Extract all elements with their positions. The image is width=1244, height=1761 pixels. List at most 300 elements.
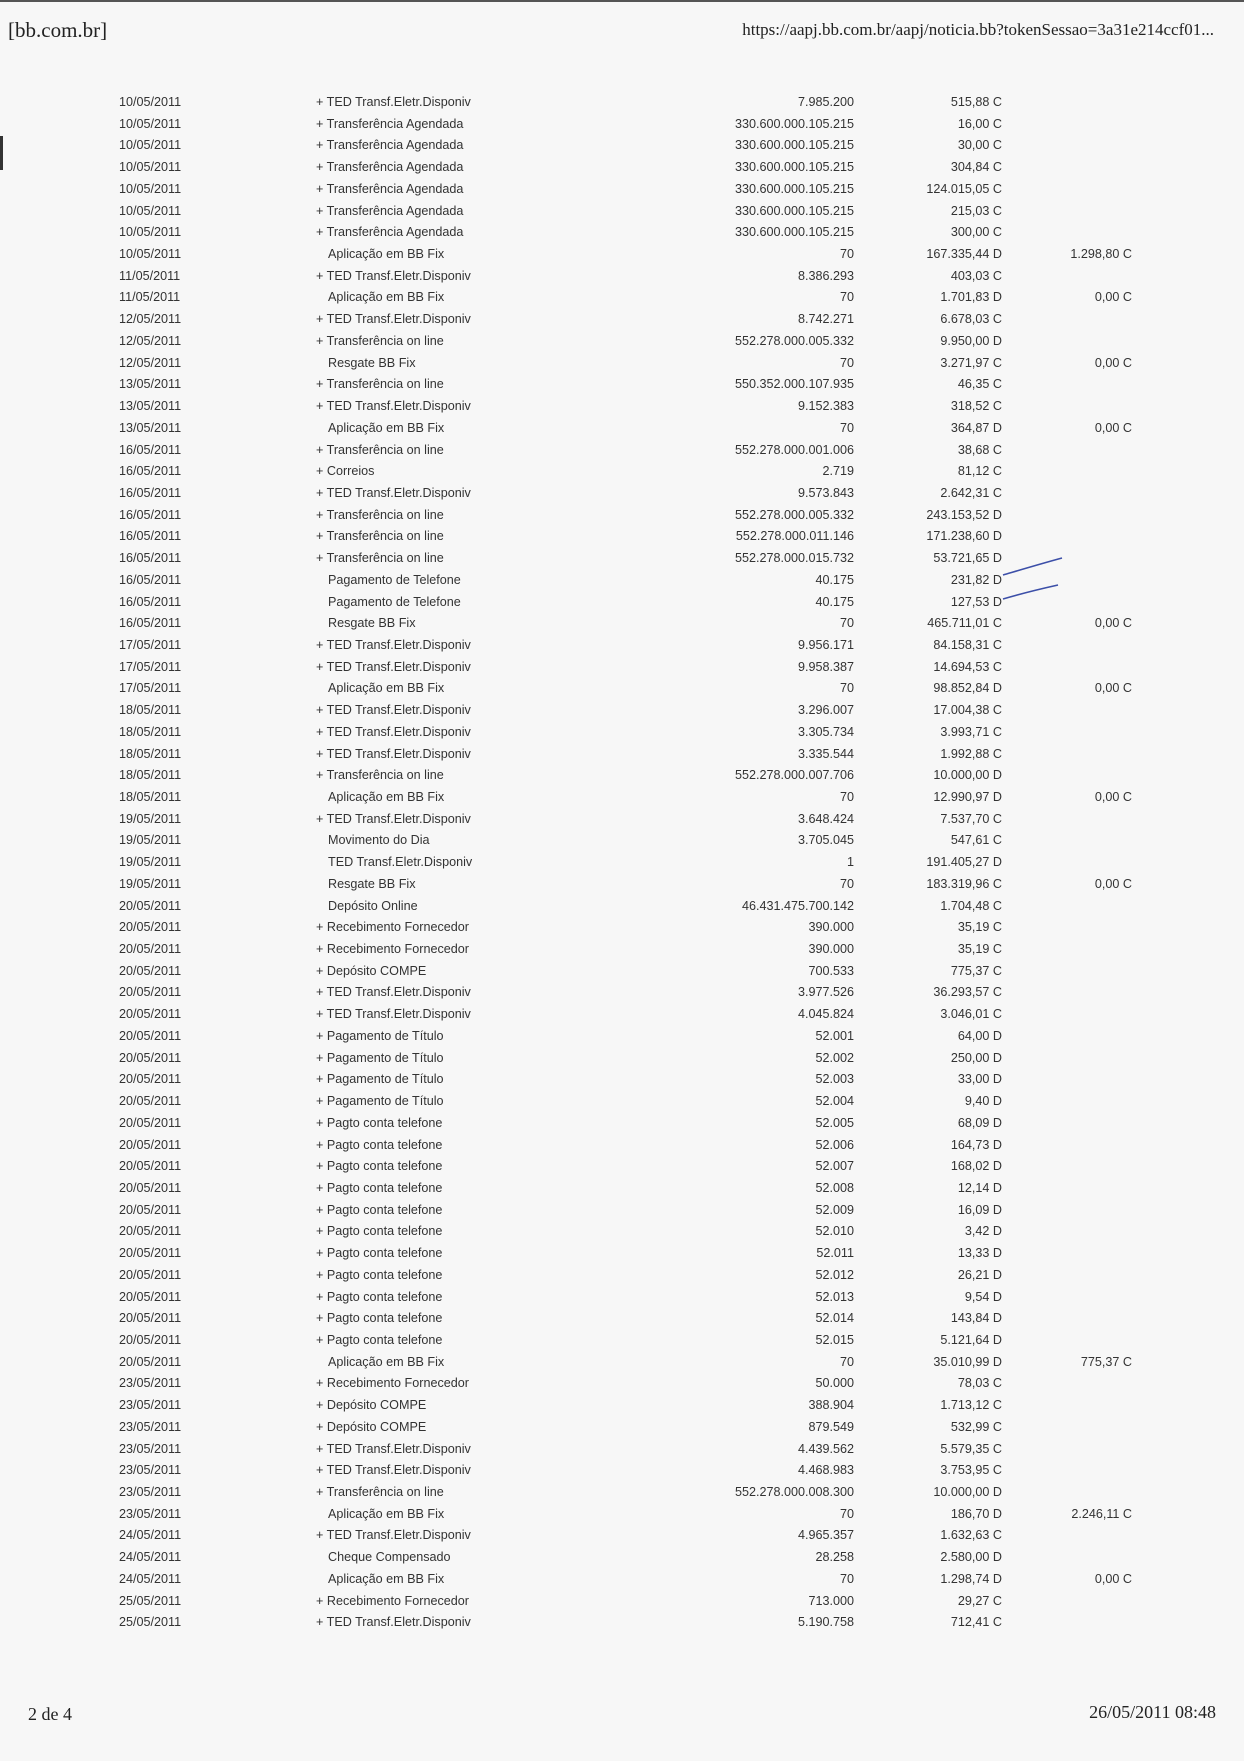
table-row <box>0 941 1244 963</box>
row-value: 84.158,31 C <box>933 637 1002 652</box>
row-description: + Transferência Agendada <box>316 138 464 153</box>
row-document: 330.600.000.105.215 <box>734 225 854 240</box>
row-document: 7.985.200 <box>797 95 854 109</box>
row-value: 16,09 D <box>957 1202 1002 1217</box>
row-date: 16/05/2011 <box>119 507 182 522</box>
row-date: 19/05/2011 <box>119 811 182 826</box>
row-date: 23/05/2011 <box>119 1376 182 1391</box>
table-row <box>0 1093 1244 1115</box>
table-row <box>0 1527 1244 1549</box>
row-document: 52.011 <box>816 1246 854 1261</box>
row-document: 1 <box>846 855 854 870</box>
row-date: 10/05/2011 <box>119 181 182 196</box>
table-row <box>0 1245 1244 1267</box>
row-value: 35,19 C <box>957 942 1002 957</box>
row-description: + TED Transf.Eletr.Disponiv <box>316 1463 471 1478</box>
row-date: 18/05/2011 <box>119 703 182 718</box>
table-row <box>0 1050 1244 1072</box>
row-document: 40.175 <box>815 594 854 609</box>
site-header: [bb.com.br] <box>8 18 108 42</box>
row-value: 53.721,65 D <box>933 551 1002 566</box>
row-value: 68,09 D <box>957 1115 1002 1130</box>
row-description: Movimento do Dia <box>328 833 430 848</box>
table-row <box>0 1267 1244 1289</box>
table-row <box>0 355 1244 377</box>
row-document: 52.002 <box>815 1050 854 1065</box>
row-value: 29,27 C <box>957 1593 1002 1608</box>
print-datetime: 26/05/2011 08:48 <box>1089 1702 1216 1722</box>
row-date: 19/05/2011 <box>119 876 182 891</box>
row-date: 20/05/2011 <box>119 1267 182 1282</box>
row-document: 3.296.007 <box>797 703 854 718</box>
table-row <box>0 1115 1244 1137</box>
table-row <box>0 680 1244 702</box>
row-document: 70 <box>839 1571 854 1586</box>
row-date: 16/05/2011 <box>119 616 182 631</box>
row-balance: 2.246,11 C <box>1071 1506 1132 1521</box>
row-date: 25/05/2011 <box>119 1615 182 1630</box>
row-date: 20/05/2011 <box>119 1332 182 1347</box>
table-row <box>0 1354 1244 1376</box>
row-balance: 1.298,80 C <box>1070 247 1132 262</box>
row-value: 5.121,64 D <box>940 1332 1002 1347</box>
row-value: 46,35 C <box>957 377 1002 392</box>
row-description: Aplicação em BB Fix <box>328 247 445 262</box>
row-date: 20/05/2011 <box>119 898 182 913</box>
table-row <box>0 116 1244 138</box>
table-row <box>0 1549 1244 1571</box>
row-description: + Transferência on line <box>316 442 444 457</box>
row-date: 20/05/2011 <box>119 1159 182 1174</box>
row-value: 712,41 C <box>950 1615 1002 1630</box>
row-value: 1.298,74 D <box>940 1571 1002 1586</box>
row-description: + Transferência Agendada <box>316 225 464 240</box>
row-value: 243.153,52 D <box>926 507 1002 522</box>
row-document: 50.000 <box>815 1376 854 1391</box>
table-row <box>0 203 1244 225</box>
row-document: 713.000 <box>808 1593 854 1608</box>
row-value: 30,00 C <box>957 138 1002 153</box>
row-document: 552.278.000.005.332 <box>734 507 854 522</box>
row-value: 168,02 D <box>950 1159 1002 1174</box>
row-date: 23/05/2011 <box>119 1441 182 1456</box>
row-description: + Depósito COMPE <box>316 1398 427 1413</box>
table-row <box>0 289 1244 311</box>
row-document: 52.013 <box>815 1289 854 1304</box>
row-document: 9.573.843 <box>797 485 854 500</box>
row-balance: 0,00 C <box>1094 790 1132 804</box>
row-date: 20/05/2011 <box>119 942 182 957</box>
row-date: 17/05/2011 <box>119 659 182 674</box>
row-balance: 0,00 C <box>1094 290 1132 305</box>
table-row <box>0 1484 1244 1506</box>
row-document: 552.278.000.015.732 <box>734 551 854 566</box>
row-description: Pagamento de Telefone <box>328 572 461 587</box>
row-document: 70 <box>839 876 854 891</box>
row-document: 550.352.000.107.935 <box>734 377 854 392</box>
row-document: 390.000 <box>808 942 854 957</box>
table-row <box>0 181 1244 203</box>
table-row <box>0 854 1244 876</box>
row-description: + Transferência Agendada <box>316 181 464 196</box>
table-row <box>0 1614 1244 1636</box>
row-date: 20/05/2011 <box>119 1007 182 1022</box>
row-date: 16/05/2011 <box>119 594 182 609</box>
row-date: 20/05/2011 <box>119 1354 182 1369</box>
row-balance: 0,00 C <box>1094 1571 1132 1586</box>
row-date: 13/05/2011 <box>119 377 182 392</box>
row-description: + Transferência on line <box>316 1485 444 1499</box>
table-row <box>0 1397 1244 1419</box>
row-description: + TED Transf.Eletr.Disponiv <box>316 637 471 652</box>
row-date: 23/05/2011 <box>119 1485 182 1499</box>
row-value: 1.992,88 C <box>940 746 1002 761</box>
row-description: + Recebimento Fornecedor <box>316 942 469 957</box>
row-description: + Pagto conta telefone <box>316 1289 443 1304</box>
row-value: 35,19 C <box>957 920 1002 935</box>
table-row <box>0 1137 1244 1159</box>
row-description: Cheque Compensado <box>328 1550 451 1565</box>
row-value: 17.004,38 C <box>933 703 1002 718</box>
row-description: Aplicação em BB Fix <box>328 681 445 696</box>
row-date: 20/05/2011 <box>119 1050 182 1065</box>
row-description: Aplicação em BB Fix <box>328 290 445 305</box>
row-date: 17/05/2011 <box>119 681 182 696</box>
row-description: + Transferência Agendada <box>316 160 464 175</box>
row-date: 20/05/2011 <box>119 1311 182 1326</box>
row-date: 20/05/2011 <box>119 985 182 1000</box>
row-value: 35.010,99 D <box>933 1354 1002 1369</box>
row-description: + Pagamento de Título <box>316 1094 444 1109</box>
row-document: 3.305.734 <box>797 724 854 739</box>
row-balance: 775,37 C <box>1080 1354 1132 1369</box>
row-value: 250,00 D <box>950 1050 1002 1065</box>
row-value: 164,73 D <box>950 1137 1002 1152</box>
table-row <box>0 1419 1244 1441</box>
row-description: Aplicação em BB Fix <box>328 420 445 435</box>
row-value: 547,61 C <box>950 833 1002 848</box>
row-description: + TED Transf.Eletr.Disponiv <box>316 399 471 414</box>
row-value: 10.000,00 D <box>933 1485 1002 1499</box>
row-document: 52.014 <box>815 1311 854 1326</box>
row-date: 23/05/2011 <box>119 1463 182 1478</box>
table-row <box>0 963 1244 985</box>
row-document: 4.045.824 <box>797 1007 854 1022</box>
row-value: 9.950,00 D <box>940 333 1002 348</box>
row-document: 52.003 <box>815 1072 854 1087</box>
row-date: 11/05/2011 <box>119 268 181 283</box>
table-row <box>0 746 1244 768</box>
row-description: Depósito Online <box>328 898 418 913</box>
row-value: 167.335,44 D <box>926 247 1002 262</box>
row-document: 9.152.383 <box>797 399 854 414</box>
row-value: 1.704,48 C <box>940 898 1002 913</box>
row-document: 388.904 <box>808 1398 854 1413</box>
row-description: + TED Transf.Eletr.Disponiv <box>316 985 471 1000</box>
row-value: 465.711,01 C <box>927 616 1002 631</box>
row-document: 2.719 <box>822 464 854 479</box>
row-description: + Transferência on line <box>316 333 444 348</box>
row-document: 4.439.562 <box>797 1441 854 1456</box>
row-date: 20/05/2011 <box>119 1028 182 1043</box>
row-description: + Correios <box>316 464 375 479</box>
table-row <box>0 1071 1244 1093</box>
row-date: 16/05/2011 <box>119 442 182 457</box>
row-description: + TED Transf.Eletr.Disponiv <box>316 659 471 674</box>
table-row <box>0 1028 1244 1050</box>
row-value: 14.694,53 C <box>933 659 1002 674</box>
table-row <box>0 224 1244 246</box>
table-row <box>0 1310 1244 1332</box>
row-document: 52.005 <box>815 1115 854 1130</box>
row-description: + Transferência on line <box>316 529 444 544</box>
row-description: + TED Transf.Eletr.Disponiv <box>316 485 471 500</box>
row-value: 403,03 C <box>950 268 1002 283</box>
row-document: 52.001 <box>815 1028 854 1043</box>
row-date: 10/05/2011 <box>119 225 182 240</box>
row-value: 10.000,00 D <box>933 768 1002 783</box>
row-date: 10/05/2011 <box>119 160 182 175</box>
row-value: 2.580,00 D <box>940 1550 1002 1565</box>
row-date: 20/05/2011 <box>119 1180 182 1195</box>
row-value: 3.046,01 C <box>940 1007 1002 1022</box>
row-balance: 0,00 C <box>1094 355 1132 370</box>
row-description: + Transferência Agendada <box>316 116 464 131</box>
row-document: 552.278.000.011.146 <box>735 529 854 544</box>
row-value: 81,12 C <box>957 464 1002 479</box>
row-document: 879.549 <box>808 1419 854 1434</box>
row-document: 330.600.000.105.215 <box>734 181 854 196</box>
table-row <box>0 1223 1244 1245</box>
row-date: 18/05/2011 <box>119 790 182 804</box>
row-description: + TED Transf.Eletr.Disponiv <box>316 95 471 109</box>
row-date: 18/05/2011 <box>119 724 182 739</box>
table-row <box>0 898 1244 920</box>
row-document: 52.007 <box>815 1159 854 1174</box>
row-date: 16/05/2011 <box>119 529 182 544</box>
row-document: 70 <box>839 616 854 631</box>
row-date: 16/05/2011 <box>119 464 182 479</box>
row-description: + TED Transf.Eletr.Disponiv <box>316 1441 471 1456</box>
table-row <box>0 919 1244 941</box>
row-value: 231,82 D <box>950 572 1002 587</box>
row-document: 70 <box>839 290 854 305</box>
table-row <box>0 376 1244 398</box>
table-row <box>0 268 1244 290</box>
table-row <box>0 507 1244 529</box>
table-row <box>0 311 1244 333</box>
row-date: 20/05/2011 <box>119 1115 182 1130</box>
row-date: 20/05/2011 <box>119 1246 182 1261</box>
row-description: Aplicação em BB Fix <box>328 1506 445 1521</box>
row-value: 300,00 C <box>950 225 1002 240</box>
row-date: 24/05/2011 <box>119 1571 182 1586</box>
table-row <box>0 1332 1244 1354</box>
row-value: 3.993,71 C <box>940 724 1002 739</box>
row-description: + Pagto conta telefone <box>316 1137 443 1152</box>
table-row <box>0 767 1244 789</box>
table-row <box>0 659 1244 681</box>
row-document: 52.008 <box>815 1180 854 1195</box>
row-value: 26,21 D <box>957 1267 1002 1282</box>
table-row <box>0 1441 1244 1463</box>
row-document: 28.258 <box>815 1550 854 1565</box>
row-description: + Pagto conta telefone <box>316 1159 443 1174</box>
row-description: Resgate BB Fix <box>328 355 416 370</box>
row-document: 52.010 <box>815 1224 854 1239</box>
row-description: + Pagto conta telefone <box>316 1332 443 1347</box>
row-description: + Pagamento de Título <box>316 1050 444 1065</box>
row-document: 4.965.357 <box>797 1528 854 1543</box>
table-row <box>0 159 1244 181</box>
table-row <box>0 724 1244 746</box>
row-description: Aplicação em BB Fix <box>328 1571 445 1586</box>
table-row <box>0 528 1244 550</box>
row-description: Aplicação em BB Fix <box>328 790 445 804</box>
row-date: 20/05/2011 <box>119 1224 182 1239</box>
row-date: 16/05/2011 <box>119 572 182 587</box>
row-description: + Pagto conta telefone <box>316 1246 443 1261</box>
row-description: + Transferência on line <box>316 768 444 783</box>
row-document: 5.190.758 <box>797 1615 854 1630</box>
row-document: 70 <box>839 681 854 696</box>
table-row <box>0 876 1244 898</box>
row-description: + Pagto conta telefone <box>316 1202 443 1217</box>
table-row <box>0 637 1244 659</box>
row-document: 52.004 <box>815 1094 854 1109</box>
row-value: 127,53 D <box>950 594 1002 609</box>
row-document: 3.705.045 <box>797 833 854 848</box>
table-row <box>0 137 1244 159</box>
table-row <box>0 1158 1244 1180</box>
row-date: 23/05/2011 <box>119 1398 182 1413</box>
row-value: 215,03 C <box>950 203 1002 218</box>
row-document: 4.468.983 <box>797 1463 854 1478</box>
row-date: 10/05/2011 <box>119 95 182 109</box>
row-document: 70 <box>839 790 854 804</box>
row-date: 10/05/2011 <box>119 138 182 153</box>
table-row <box>0 94 1244 116</box>
row-date: 20/05/2011 <box>119 1072 182 1087</box>
row-document: 330.600.000.105.215 <box>734 116 854 131</box>
table-row <box>0 246 1244 268</box>
row-value: 1.632,63 C <box>940 1528 1002 1543</box>
row-value: 532,99 C <box>950 1419 1002 1434</box>
table-row <box>0 463 1244 485</box>
row-date: 17/05/2011 <box>119 637 182 652</box>
row-description: + Recebimento Fornecedor <box>316 1376 469 1391</box>
row-value: 2.642,31 C <box>940 485 1002 500</box>
row-document: 9.956.171 <box>797 637 854 652</box>
row-balance: 0,00 C <box>1094 681 1132 696</box>
row-description: + TED Transf.Eletr.Disponiv <box>316 312 471 327</box>
row-date: 19/05/2011 <box>119 855 182 870</box>
row-document: 3.335.544 <box>797 746 854 761</box>
row-document: 552.278.000.007.706 <box>734 768 854 783</box>
row-date: 20/05/2011 <box>119 1094 182 1109</box>
row-document: 9.958.387 <box>797 659 854 674</box>
table-row <box>0 1202 1244 1224</box>
row-document: 8.742.271 <box>797 312 854 327</box>
row-value: 186,70 D <box>950 1506 1002 1521</box>
row-date: 13/05/2011 <box>119 399 182 414</box>
table-row <box>0 420 1244 442</box>
table-row <box>0 615 1244 637</box>
row-value: 3.271,97 C <box>940 355 1002 370</box>
row-document: 46.431.475.700.142 <box>741 898 854 913</box>
row-description: + Depósito COMPE <box>316 1419 427 1434</box>
row-date: 23/05/2011 <box>119 1506 182 1521</box>
table-row <box>0 333 1244 355</box>
row-description: + Transferência on line <box>316 507 444 522</box>
row-date: 10/05/2011 <box>119 247 182 262</box>
row-description: + TED Transf.Eletr.Disponiv <box>316 1615 471 1630</box>
table-row <box>0 1593 1244 1615</box>
row-document: 52.015 <box>815 1332 854 1347</box>
row-balance: 0,00 C <box>1094 420 1132 435</box>
row-document: 330.600.000.105.215 <box>734 138 854 153</box>
row-date: 16/05/2011 <box>119 485 182 500</box>
table-row <box>0 984 1244 1006</box>
row-document: 700.533 <box>808 963 854 978</box>
row-document: 3.648.424 <box>797 811 854 826</box>
row-description: + Recebimento Fornecedor <box>316 1593 469 1608</box>
row-date: 12/05/2011 <box>119 333 182 348</box>
row-description: + Transferência Agendada <box>316 203 464 218</box>
row-document: 552.278.000.005.332 <box>734 333 854 348</box>
row-value: 1.713,12 C <box>940 1398 1002 1413</box>
row-description: TED Transf.Eletr.Disponiv <box>328 855 473 870</box>
row-balance: 0,00 C <box>1094 616 1132 631</box>
row-description: Pagamento de Telefone <box>328 594 461 609</box>
row-document: 330.600.000.105.215 <box>734 203 854 218</box>
table-row <box>0 811 1244 833</box>
row-value: 191.405,27 D <box>926 855 1002 870</box>
row-document: 70 <box>839 355 854 370</box>
row-value: 13,33 D <box>957 1246 1002 1261</box>
row-date: 13/05/2011 <box>119 420 182 435</box>
row-document: 552.278.000.001.006 <box>734 442 854 457</box>
row-description: + TED Transf.Eletr.Disponiv <box>316 1007 471 1022</box>
row-date: 20/05/2011 <box>119 1289 182 1304</box>
table-row <box>0 1006 1244 1028</box>
row-value: 6.678,03 C <box>940 312 1002 327</box>
row-description: + Pagto conta telefone <box>316 1224 443 1239</box>
row-document: 390.000 <box>808 920 854 935</box>
statement-table <box>0 94 1244 1636</box>
row-value: 171.238,60 D <box>926 529 1002 544</box>
row-value: 775,37 C <box>950 963 1002 978</box>
table-row <box>0 485 1244 507</box>
page-number: 2 de 4 <box>28 1704 72 1724</box>
row-description: + Recebimento Fornecedor <box>316 920 469 935</box>
table-row <box>0 1180 1244 1202</box>
row-value: 3,42 D <box>964 1224 1002 1239</box>
row-date: 11/05/2011 <box>119 290 181 305</box>
table-row <box>0 594 1244 616</box>
row-balance: 0,00 C <box>1094 876 1132 891</box>
scan-top-border <box>0 0 1244 2</box>
row-value: 1.701,83 D <box>940 290 1002 305</box>
row-date: 19/05/2011 <box>119 833 182 848</box>
row-document: 552.278.000.008.300 <box>734 1485 854 1499</box>
row-description: + Pagamento de Título <box>316 1028 444 1043</box>
row-document: 70 <box>839 420 854 435</box>
row-description: + Transferência on line <box>316 551 444 566</box>
row-description: + Pagamento de Título <box>316 1072 444 1087</box>
row-description: + Pagto conta telefone <box>316 1115 443 1130</box>
row-value: 364,87 D <box>950 420 1002 435</box>
